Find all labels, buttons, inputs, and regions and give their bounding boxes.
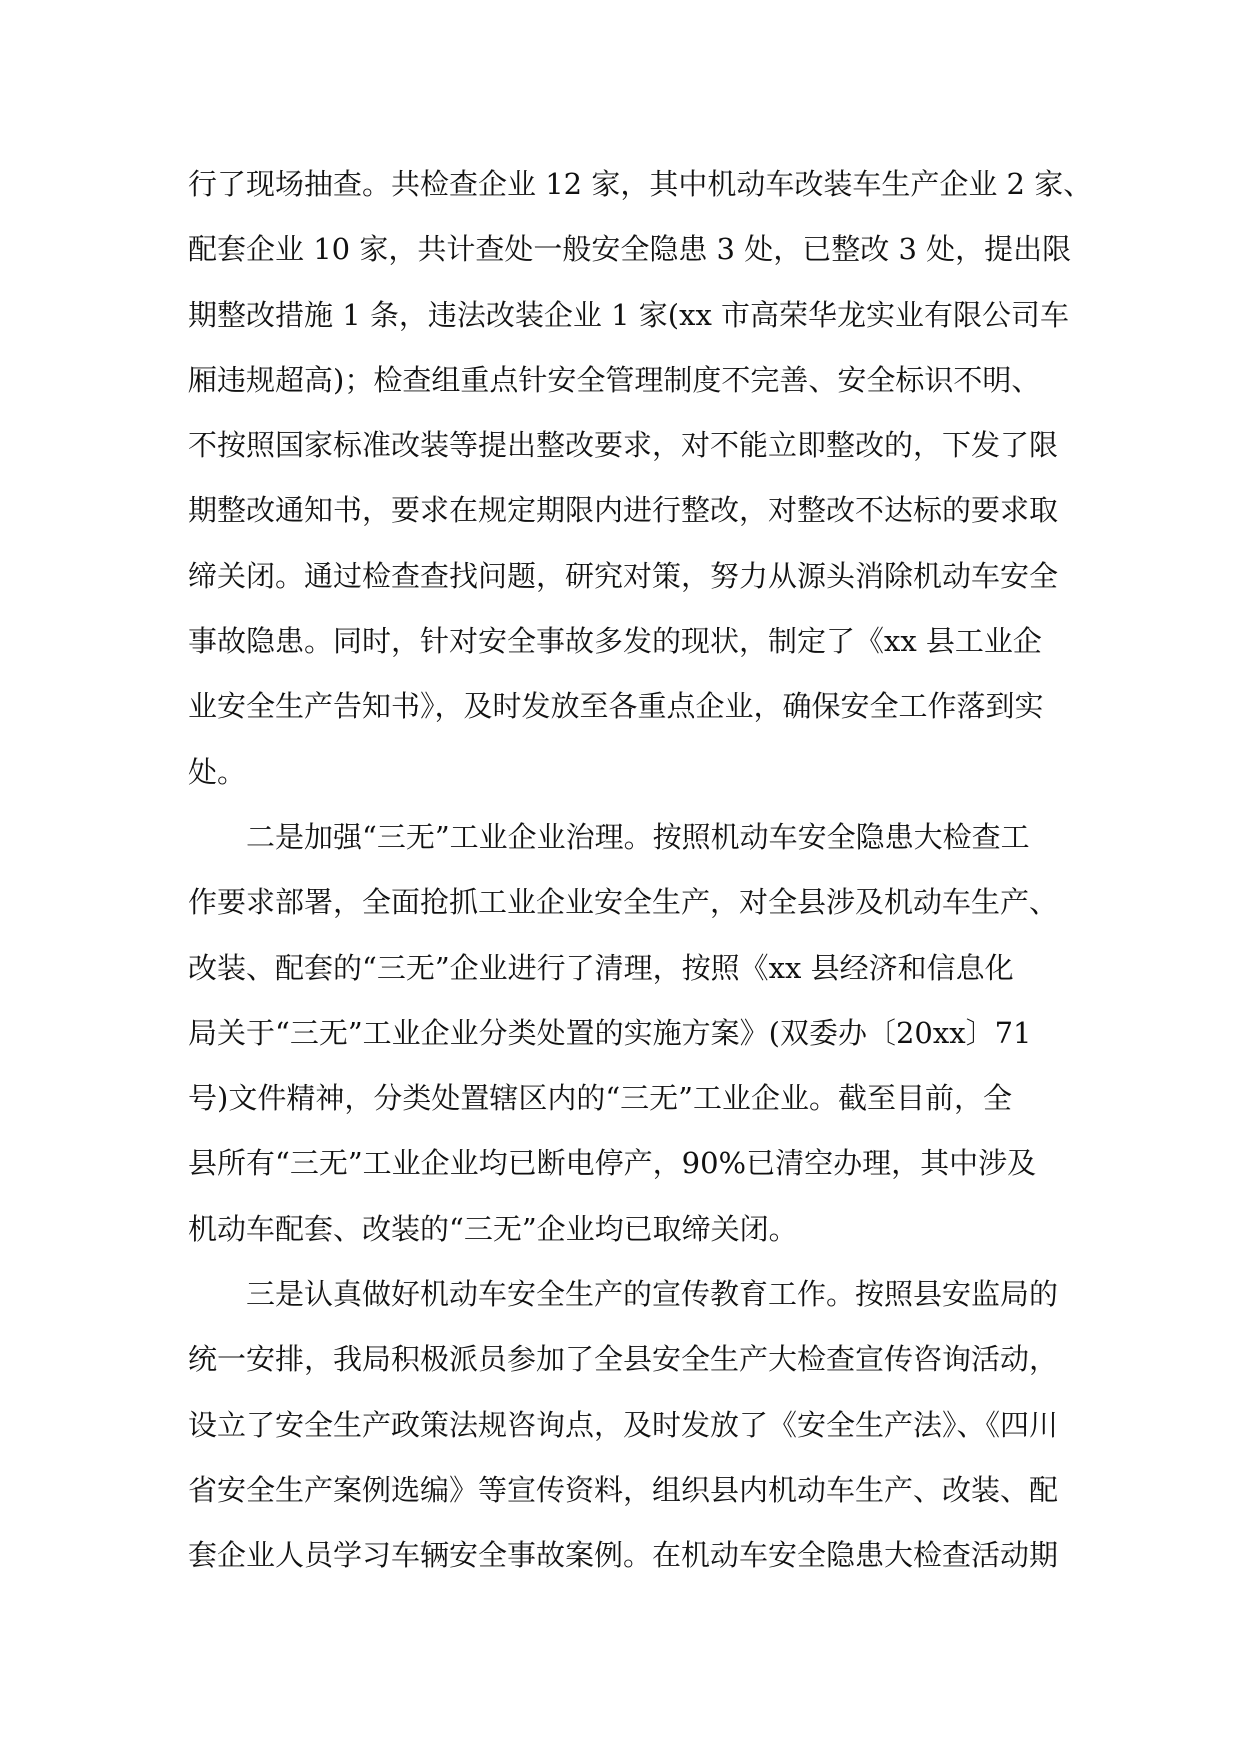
text-line: 期整改措施 1 条，违法改装企业 1 家(xx 市高荣华龙实业有限公司车 [188, 297, 1070, 332]
text-line: 行了现场抽查。共检查企业 12 家，其中机动车改装车生产企业 2 家、 [188, 167, 1093, 201]
text-line: 事故隐患。同时，针对安全事故多发的现状，制定了《xx 县工业企 [188, 624, 1042, 659]
text-line: 三是认真做好机动车安全生产的宣传教育工作。按照县安监局的 [188, 1277, 1059, 1312]
text-line: 期整改通知书，要求在规定期限内进行整改，对整改不达标的要求取 [188, 493, 1059, 528]
text-line: 设立了安全生产政策法规咨询点，及时发放了《安全生产法》、《四川 [188, 1407, 1059, 1442]
text-line: 缔关闭。通过检查查找问题，研究对策，努力从源头消除机动车安全 [188, 558, 1059, 593]
text-line: 厢违规超高)；检查组重点针安全管理制度不完善、安全标识不明、 [188, 362, 1041, 397]
text-line: 改装、配套的“三无”企业进行了清理，按照《xx 县经济和信息化 [188, 950, 1014, 985]
text-line: 业安全生产告知书》，及时发放至各重点企业，确保安全工作落到实 [188, 689, 1044, 724]
text-line: 处。 [188, 754, 247, 789]
text-line: 省安全生产案例选编》等宣传资料，组织县内机动车生产、改装、配 [188, 1472, 1059, 1507]
text-line: 机动车配套、改装的“三无”企业均已取缔关闭。 [188, 1211, 798, 1246]
text-line: 配套企业 10 家，共计查处一般安全隐患 3 处，已整改 3 处，提出限 [188, 232, 1072, 267]
text-line: 作要求部署，全面抢抓工业企业安全生产，对全县涉及机动车生产、 [188, 885, 1059, 920]
text-line: 县所有“三无”工业企业均已断电停产，90%已清空办理，其中涉及 [188, 1146, 1037, 1181]
text-line: 号)文件精神，分类处置辖区内的“三无”工业企业。截至目前，全 [188, 1081, 1012, 1116]
text-line: 套企业人员学习车辆安全事故案例。在机动车安全隐患大检查活动期 [188, 1538, 1059, 1573]
text-line: 统一安排，我局积极派员参加了全县安全生产大检查宣传咨询活动， [188, 1342, 1059, 1377]
text-line: 不按照国家标准改装等提出整改要求，对不能立即整改的，下发了限 [188, 428, 1059, 463]
text-line: 局关于“三无”工业企业分类处置的实施方案》(双委办〔20xx〕71 [188, 1015, 1032, 1050]
text-line: 二是加强“三无”工业企业治理。按照机动车安全隐患大检查工 [188, 819, 1030, 854]
document-body [188, 152, 1093, 1589]
